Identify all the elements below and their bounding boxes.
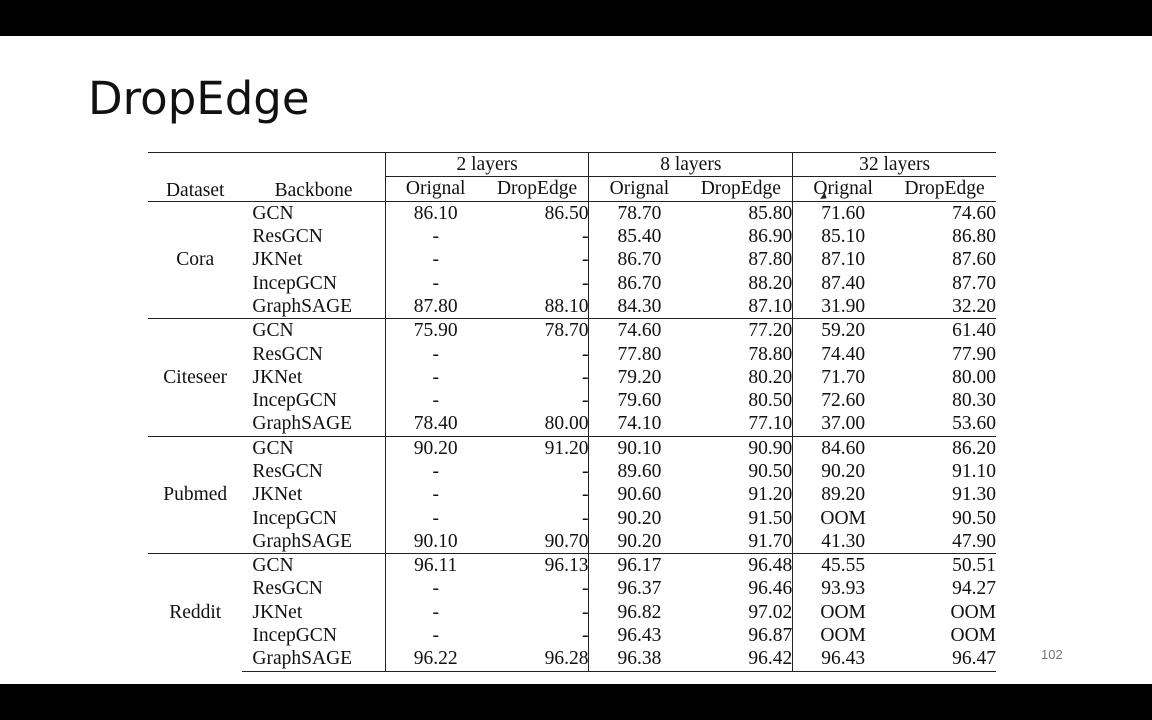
dropedge-8-cell: 96.87 (748, 625, 793, 647)
original-8-cell: 74.60 (589, 319, 689, 343)
dropedge-8-cell: 97.02 (748, 601, 793, 623)
dropedge-32-cell: 91.10 (952, 461, 996, 482)
table-row (148, 295, 996, 319)
original-8-cell: 90.10 (589, 436, 689, 460)
backbone-cell: ResGCN (252, 578, 323, 600)
backbone-cell: IncepGCN (252, 625, 337, 647)
dropedge-8-cell: 88.20 (748, 272, 793, 294)
dropedge-8-cell: 86.90 (748, 226, 793, 248)
original-8-cell: 85.40 (589, 225, 689, 248)
original-32-cell: 37.00 (793, 412, 893, 436)
dropedge-8-cell: 85.80 (689, 201, 792, 225)
dropedge-2-cell: - (581, 461, 589, 482)
dropedge-32-cell: 50.51 (893, 554, 996, 578)
original-32-cell: 45.55 (793, 554, 893, 578)
original-8-cell: 74.10 (589, 412, 689, 436)
original-2-cell: - (385, 248, 485, 271)
dropedge-8-header: DropEdge (700, 178, 781, 200)
table-row (148, 225, 996, 248)
slide (0, 36, 1152, 684)
original-2-header: Orignal (385, 177, 485, 201)
dropedge-2-cell: 91.20 (486, 436, 589, 460)
dropedge-32-cell: 96.47 (893, 647, 996, 671)
original-32-cell: 96.43 (793, 647, 893, 671)
original-2-cell: - (385, 624, 485, 647)
dropedge-8-cell: 78.80 (748, 343, 793, 365)
backbone-cell: JKNet (252, 249, 303, 271)
dropedge-8-cell: 80.50 (748, 390, 793, 412)
original-32-cell: 90.20 (793, 460, 893, 483)
dropedge-32-cell: 86.20 (893, 436, 996, 460)
table-row (148, 647, 996, 671)
original-8-cell: 79.60 (589, 389, 689, 412)
dropedge-8-cell: 96.42 (689, 647, 792, 671)
dropedge-8-cell: 90.90 (689, 436, 792, 460)
dropedge-2-cell: - (581, 578, 589, 600)
dropedge-32-cell: 32.20 (952, 295, 996, 317)
dropedge-32-cell: 80.30 (952, 390, 996, 412)
layers-8-header: 8 layers (589, 153, 793, 177)
original-2-cell: 96.22 (385, 647, 485, 671)
dropedge-32-cell: 86.80 (952, 226, 996, 248)
dropedge-32-header: DropEdge (904, 178, 985, 200)
dropedge-32-cell: 90.50 (952, 507, 996, 529)
backbone-cell: ResGCN (252, 461, 323, 482)
dropedge-8-cell: 91.20 (748, 484, 793, 506)
backbone-cell: GCN (242, 436, 385, 460)
table-row (148, 577, 996, 600)
backbone-cell: GraphSAGE (252, 413, 353, 435)
original-8-cell: 96.43 (589, 624, 689, 647)
backbone-cell: IncepGCN (252, 507, 337, 529)
table-row (148, 319, 996, 343)
dataset-cell: Reddit (148, 554, 242, 671)
original-2-cell: - (385, 366, 485, 389)
original-8-cell: 90.60 (589, 483, 689, 506)
original-8-cell: 96.17 (589, 554, 689, 578)
original-32-cell: 41.30 (793, 530, 893, 554)
backbone-cell: IncepGCN (252, 390, 337, 412)
original-32-cell: 31.90 (793, 295, 893, 319)
dropedge-32-cell: 87.70 (952, 272, 996, 294)
layers-32-header: 32 layers (793, 153, 996, 177)
dropedge-32-cell: 80.00 (952, 366, 996, 388)
dropedge-2-cell: - (581, 366, 589, 388)
original-32-cell: OOM (793, 624, 893, 647)
table-row (148, 601, 996, 624)
backbone-cell: ResGCN (252, 343, 323, 365)
dropedge-8-cell: 96.46 (748, 578, 793, 600)
dropedge-8-cell: 77.20 (689, 319, 792, 343)
original-8-cell: 77.80 (589, 342, 689, 365)
backbone-cell: ResGCN (252, 226, 323, 248)
original-2-cell: - (385, 460, 485, 483)
original-32-cell: 87.40 (793, 271, 893, 294)
dropedge-32-cell: OOM (950, 625, 996, 647)
table-row (148, 342, 996, 365)
dropedge-8-cell: 91.50 (748, 507, 793, 529)
original-8-cell: 86.70 (589, 248, 689, 271)
original-8-cell: 86.70 (589, 271, 689, 294)
original-8-cell: 90.20 (589, 530, 689, 554)
original-8-cell: 96.38 (589, 647, 689, 671)
dropedge-2-cell: - (581, 625, 589, 647)
dropedge-2-cell: - (581, 507, 589, 529)
table-row (148, 530, 996, 554)
original-2-cell: 78.40 (385, 412, 485, 436)
backbone-cell: JKNet (252, 484, 303, 506)
original-8-header: Orignal (589, 177, 689, 201)
original-32-cell: OOM (793, 601, 893, 624)
original-32-cell: 71.70 (793, 366, 893, 389)
dropedge-32-cell: 74.60 (893, 201, 996, 225)
dataset-cell: Cora (148, 201, 242, 318)
dropedge-2-cell: 78.70 (486, 319, 589, 343)
original-8-cell: 84.30 (589, 295, 689, 319)
original-8-cell: 78.70 (589, 201, 689, 225)
original-2-cell: 75.90 (385, 319, 485, 343)
original-32-cell: 74.40 (793, 342, 893, 365)
dropedge-2-header: DropEdge (496, 178, 578, 200)
backbone-header (242, 153, 385, 202)
backbone-cell: GraphSAGE (242, 647, 385, 671)
page-number: 102 (1041, 647, 1063, 662)
original-2-cell: - (385, 483, 485, 506)
original-8-cell: 90.20 (589, 506, 689, 529)
original-32-cell: 87.10 (793, 248, 893, 271)
results-table (148, 152, 996, 672)
dropedge-8-cell: 87.80 (748, 249, 793, 271)
table-row (148, 554, 996, 578)
dropedge-2-cell: 96.28 (486, 647, 589, 671)
table-row (148, 271, 996, 294)
original-8-cell: 79.20 (589, 366, 689, 389)
table-row (148, 201, 996, 225)
backbone-cell: GCN (242, 201, 385, 225)
dropedge-2-cell: - (581, 484, 589, 506)
dropedge-2-cell: 86.50 (486, 201, 589, 225)
original-8-cell: 96.37 (589, 577, 689, 600)
original-2-cell: 90.20 (385, 436, 485, 460)
dropedge-32-cell: 91.30 (952, 484, 996, 506)
backbone-cell: IncepGCN (252, 272, 337, 294)
table-row (148, 483, 996, 506)
dropedge-2-cell: 96.13 (486, 554, 589, 578)
backbone-cell: GCN (242, 319, 385, 343)
dropedge-32-cell: 77.90 (952, 343, 996, 365)
original-32-cell: 71.60 (793, 201, 893, 225)
backbone-header-label: Backbone (274, 179, 353, 201)
dropedge-2-cell: - (581, 249, 589, 271)
table-header-row (148, 153, 996, 177)
dropedge-2-cell: - (581, 272, 589, 294)
original-32-header: Orignal (793, 177, 893, 201)
original-32-cell: 59.20 (793, 319, 893, 343)
original-2-cell: - (385, 601, 485, 624)
dropedge-2-cell: 88.10 (544, 295, 589, 317)
table-row (148, 412, 996, 436)
dropedge-8-cell: 77.10 (748, 413, 793, 435)
original-2-cell: - (385, 225, 485, 248)
dropedge-32-cell: 53.60 (952, 413, 996, 435)
table-row (148, 389, 996, 412)
dropedge-32-cell: OOM (950, 601, 996, 623)
original-32-cell: 85.10 (793, 225, 893, 248)
original-2-cell: 90.10 (385, 530, 485, 554)
backbone-cell: JKNet (252, 601, 303, 623)
table-row (148, 624, 996, 647)
backbone-cell: GraphSAGE (252, 530, 353, 552)
table-row (148, 366, 996, 389)
layers-2-header: 2 layers (385, 153, 589, 177)
table-row (148, 460, 996, 483)
table-row (148, 436, 996, 460)
backbone-cell: JKNet (252, 366, 303, 388)
dropedge-2-cell: - (581, 601, 589, 623)
dropedge-32-cell: 61.40 (893, 319, 996, 343)
dropedge-8-cell: 96.48 (689, 554, 792, 578)
original-32-cell: 72.60 (793, 389, 893, 412)
table-row (148, 248, 996, 271)
dropedge-2-cell: - (581, 226, 589, 248)
dropedge-2-cell: - (581, 390, 589, 412)
original-2-cell: - (385, 506, 485, 529)
original-2-cell: - (385, 577, 485, 600)
dropedge-8-cell: 90.50 (748, 461, 793, 482)
dataset-header-label: Dataset (165, 179, 225, 201)
table-body (148, 201, 996, 671)
dropedge-32-cell: 94.27 (952, 578, 996, 600)
original-32-cell: 89.20 (793, 483, 893, 506)
original-2-cell: 86.10 (385, 201, 485, 225)
original-2-cell: - (385, 342, 485, 365)
dataset-header (148, 153, 242, 202)
slide-title: DropEdge (88, 72, 310, 125)
original-8-cell: 89.60 (589, 460, 689, 483)
backbone-cell: GraphSAGE (252, 295, 353, 317)
backbone-cell: GCN (242, 554, 385, 578)
original-32-cell: 84.60 (793, 436, 893, 460)
dropedge-2-cell: 90.70 (544, 530, 589, 552)
original-32-cell: 93.93 (793, 577, 893, 600)
dropedge-8-cell: 87.10 (748, 295, 793, 317)
dataset-cell: Pubmed (148, 436, 242, 553)
table-row (148, 506, 996, 529)
dropedge-2-cell: - (581, 343, 589, 365)
original-32-cell: OOM (793, 506, 893, 529)
original-2-cell: - (385, 271, 485, 294)
original-2-cell: - (385, 389, 485, 412)
dropedge-8-cell: 91.70 (748, 530, 793, 552)
original-8-cell: 96.82 (589, 601, 689, 624)
original-2-cell: 96.11 (385, 554, 485, 578)
original-2-cell: 87.80 (385, 295, 485, 319)
dataset-cell: Citeseer (148, 319, 242, 436)
dropedge-8-cell: 80.20 (748, 366, 793, 388)
dropedge-32-cell: 87.60 (952, 249, 996, 271)
dropedge-2-cell: 80.00 (544, 413, 589, 435)
dropedge-32-cell: 47.90 (952, 530, 996, 552)
